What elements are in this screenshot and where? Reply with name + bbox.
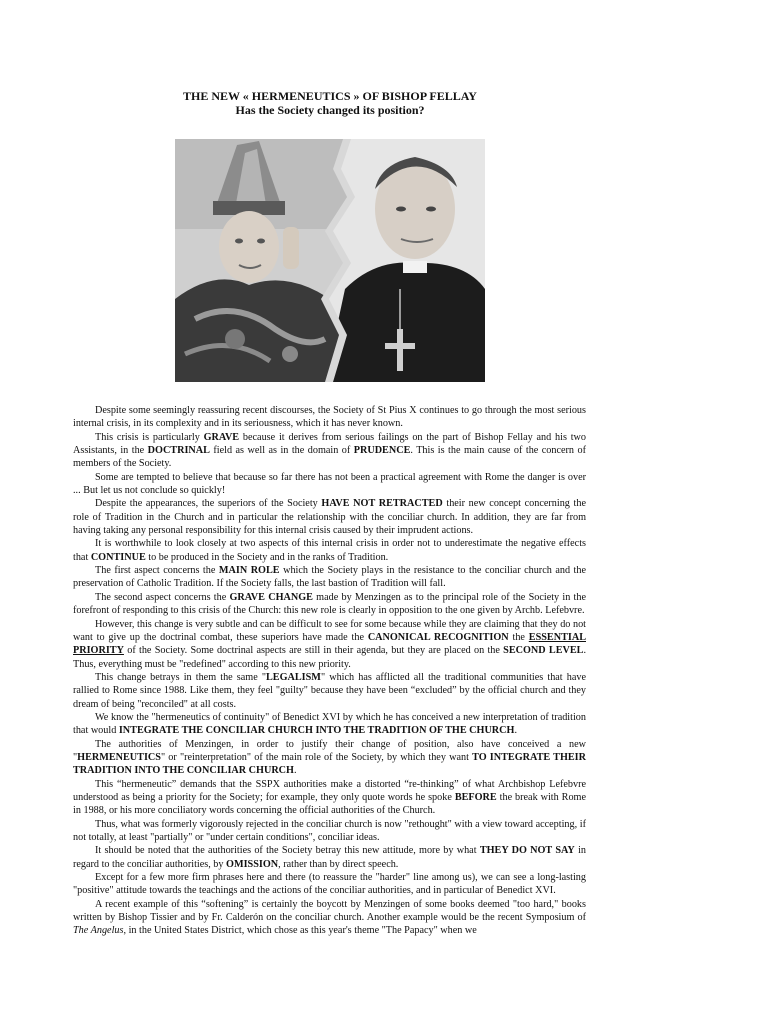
- paragraph-text: because it derives from serious failings on the part of Bishop Fellay and his two Assistants, in the: [73, 431, 586, 457]
- paragraph-text: " or "reinterpretation" of the main role of the Society, by which they want: [160, 751, 473, 763]
- paragraph: [73, 537, 586, 564]
- title-block: [0, 89, 768, 117]
- emphasis-text: SECOND LEVEL: [503, 645, 584, 657]
- emphasis-text: DOCTRINAL: [147, 445, 210, 457]
- paragraph-text: the break with Rome in 1988, or his more conciliatory words concerning the official authorities of the Church.: [73, 791, 586, 817]
- emphasis-text: GRAVE: [203, 431, 240, 443]
- paragraph-text: .: [514, 725, 517, 737]
- page-subtitle: Has the Society changed its position?: [235, 103, 425, 117]
- emphasis-text: BEFORE: [454, 791, 497, 803]
- paragraph-text: Thus, what was formerly vigorously rejected in the conciliar church is now "rethought" with a view toward accepting, if not totally, at least "partially" or "under certain conditions", conciliar ideas.: [73, 818, 586, 843]
- emphasis-text: CONTINUE: [90, 551, 146, 563]
- paragraph-text: . This is the main cause of the concern of members of the Society.: [73, 445, 586, 470]
- paragraph: [73, 471, 586, 498]
- paragraph-text: in regard to the conciliar authorities, by: [73, 845, 586, 870]
- paragraph-text: This change betrays in them the same ": [95, 671, 267, 683]
- paragraph: [73, 671, 586, 711]
- paragraph-text: field as well as in the domain of: [209, 445, 354, 457]
- emphasis-text: THEY DO NOT SAY: [479, 845, 575, 857]
- paragraph-text: , rather than by direct speech.: [278, 858, 399, 870]
- paragraph-text: to be produced in the Society and in the ranks of Tradition.: [145, 551, 389, 563]
- paragraph: [73, 711, 586, 738]
- paragraph-text: Despite some seemingly reassuring recent discourses, the Society of St Pius X continues to go through the most serious internal crisis, in its complexity and in its seriousness, which it has never known.: [73, 405, 586, 430]
- emphasis-text: HAVE NOT RETRACTED: [321, 498, 443, 510]
- paragraph-text: Despite the appearances, the superiors of the Society: [95, 498, 322, 510]
- paragraph: [73, 738, 586, 778]
- paragraph-text: Except for a few more firm phrases here and there (to reassure the "harder" line among us), we can see a long-lasting "positive" attitude towards the teachings and the actions of the conciliar authorities, and in particular of Benedict XVI.: [73, 872, 586, 897]
- emphasis-text: INTEGRATE THE CONCILIAR CHURCH INTO THE TRADITION OF THE CHURCH: [118, 725, 515, 737]
- page-title: THE NEW « HERMENEUTICS » OF BISHOP FELLAY: [183, 89, 477, 103]
- emphasis-text: MAIN ROLE: [218, 565, 280, 577]
- paragraph: [73, 618, 586, 671]
- paragraph-text: This crisis is particularly: [95, 431, 204, 443]
- paragraph-text: However, this change is very subtle and can be difficult to see for some because while they are claiming that they do not want to give up the doctrinal combat, these superiors have made the: [73, 618, 586, 643]
- paragraph-text: " which has afflicted all the traditional communities that have rallied to Rome since 1988. Like them, they feel "guilty" because they have been “excluded” by the official church and they dream of being "reconciled" at all costs.: [73, 671, 586, 710]
- italic-text: The Angelus: [73, 925, 124, 937]
- split-portrait-photo: [175, 139, 485, 382]
- paragraph-text: .: [293, 765, 297, 777]
- paragraph: [73, 844, 586, 871]
- paragraph-text: made by Menzingen as to the principal role of the Society in the forefront of responding to this crisis of the Church: this new role is clearly in opposition to the one given by Archb. Lefebvre.: [73, 591, 587, 617]
- paragraph-text: It is worthwhile to look closely at two aspects of this internal crisis in order not to underestimate the negative effects that: [73, 538, 586, 563]
- emphasis-text: TO INTEGRATE THEIR TRADITION INTO THE CONCILIAR CHURCH: [73, 751, 586, 777]
- paragraph-text: This “hermeneutic” demands that the SSPX authorities make a distorted “re-thinking” of what Archbishop Lefebvre understood as being a priority for the Society; for example, they only quote words he spoke: [73, 778, 586, 803]
- emphasis-text: LEGALISM: [266, 671, 321, 683]
- paragraph-text: . Thus, everything must be "redefined" according to this new priority.: [73, 645, 586, 670]
- paragraph: [73, 778, 586, 818]
- emphasis-text: HERMENEUTICS: [77, 751, 161, 763]
- article-body: [73, 404, 586, 938]
- paragraph-text: the: [508, 631, 529, 643]
- paragraph-text: The authorities of Menzingen, in order to justify their change of position, also have conceived a new ": [73, 738, 586, 763]
- emphasis-text: CANONICAL RECOGNITION: [367, 631, 509, 643]
- paragraph-text: A recent example of this “softening” is certainly the boycott by Menzingen of some books deemed "too hard," books written by Bishop Tissier and by Fr. Calderón on the conciliar church. Another example would be the recent Symposium of: [73, 898, 586, 924]
- paragraph-text: Some are tempted to believe that because so far there has not been a practical agreement with Rome the danger is over ... But let us not conclude so quickly!: [73, 471, 586, 497]
- paragraph-text: We know the "hermeneutics of continuity" of Benedict XVI by which he has conceived a new interpretation of tradition that would: [73, 711, 586, 737]
- paragraph-text: , in the United States District, which chose as this year's theme "The Papacy" when we: [123, 925, 477, 937]
- emphasis-text: ESSENTIAL PRIORITY: [73, 631, 586, 657]
- paragraph: [73, 818, 586, 845]
- paragraph: [73, 898, 586, 938]
- paragraph: [73, 871, 586, 898]
- emphasis-text: GRAVE CHANGE: [229, 591, 313, 603]
- paragraph: [73, 404, 586, 431]
- paragraph: [73, 431, 586, 471]
- paragraph: [73, 497, 586, 537]
- paragraph-text: their new concept concerning the role of Tradition in the Church and in particular the relationship with the conciliar church. In addition, they are far from having taking any personal responsibility for this internal crisis caused by their imprudent actions.: [73, 498, 586, 537]
- emphasis-text: PRUDENCE: [353, 445, 411, 457]
- photo-illustration: [175, 139, 485, 382]
- paragraph-text: The first aspect concerns the: [95, 565, 219, 577]
- paragraph: [73, 564, 586, 591]
- paragraph-text: The second aspect concerns the: [95, 591, 230, 603]
- paragraph-text: which the Society plays in the resistance to the conciliar church and the preservation of Catholic Tradition. If the Society falls, the last bastion of Tradition will fall.: [73, 565, 586, 590]
- paragraph-text: of the Society. Some doctrinal aspects are still in their agenda, but they are placed on the: [123, 645, 504, 657]
- emphasis-text: OMISSION: [226, 858, 279, 870]
- paragraph-text: It should be noted that the authorities of the Society betray this new attitude, more by what: [95, 845, 480, 857]
- paragraph: [73, 591, 586, 618]
